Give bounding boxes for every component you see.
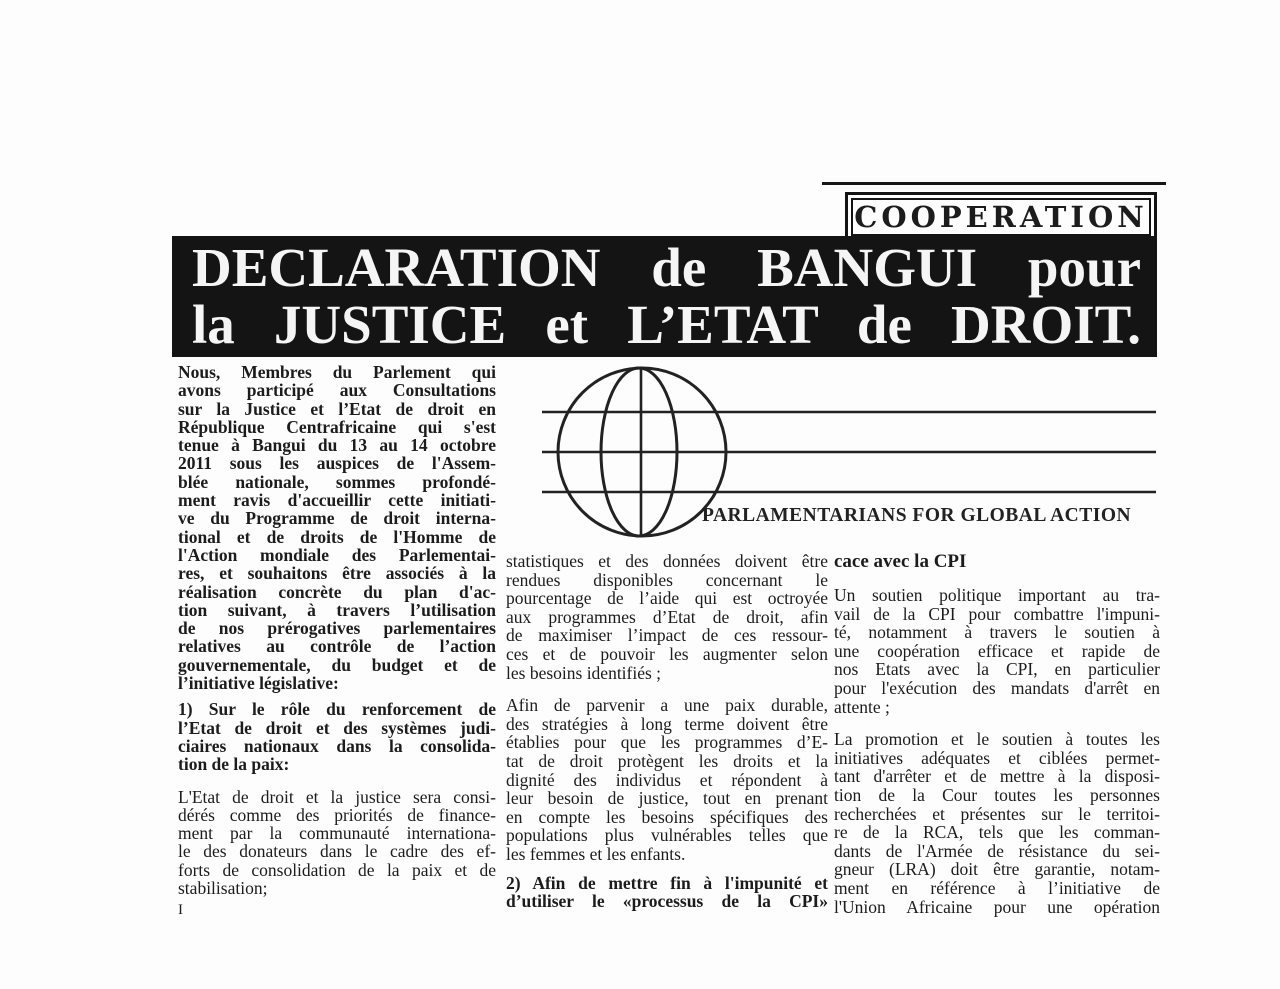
text-line: la JUSTICE et L’ETAT de DROIT. xyxy=(192,294,1141,355)
text-line: ve du Programme de droit interna- xyxy=(178,508,496,529)
text-line: forts de consolidation de la paix et de xyxy=(178,859,496,880)
text-line: tenue à Bangui du 13 au 14 octobre xyxy=(178,435,496,456)
text-line: aux programmes d’Etat de droit, afin xyxy=(506,606,828,627)
text-line: vail de la CPI pour combattre l'impuni- xyxy=(834,603,1160,624)
text-line: Un soutien politique important au tra- xyxy=(834,585,1160,605)
text-line: tion de la Cour toutes les personnes xyxy=(834,784,1160,805)
kicker-badge xyxy=(845,192,1157,242)
text-line: dants de l'Armée de résistance du sei- xyxy=(834,840,1160,861)
text-line: ment par la communauté internationa- xyxy=(178,823,496,844)
text-line: relatives au contrôle de l’action xyxy=(178,636,496,657)
kicker-label: COOPERATION xyxy=(851,198,1151,236)
right-paragraph-2 xyxy=(834,730,1160,916)
text-line: des stratégies à long terme doivent être xyxy=(506,713,828,734)
section-1-heading xyxy=(178,700,496,773)
text-line: les femmes et les enfants. xyxy=(506,843,686,864)
text-line: 1) Sur le rôle du renforcement de xyxy=(178,699,496,720)
section-2-heading xyxy=(506,874,828,911)
text-line: 2) Afin de mettre fin à l'impunité et xyxy=(506,872,828,893)
text-line: en compte les besoins spécifiques des xyxy=(506,806,828,827)
text-line: La promotion et le soutien à toutes les xyxy=(834,729,1160,750)
text-line: de nos prérogatives parlementaires xyxy=(178,618,496,639)
left-column xyxy=(178,363,496,918)
pga-globe-logo xyxy=(540,364,1158,544)
intro-paragraph xyxy=(178,363,496,692)
text-line: ment en référence à l’initiative de xyxy=(834,877,1160,898)
text-line: tion suivant, à travers l’utilisation xyxy=(178,599,496,620)
text-line: tion de la paix: xyxy=(178,754,290,775)
text-line: réalisation concrète du plan d'ac- xyxy=(178,581,496,602)
middle-paragraph-2 xyxy=(506,696,828,863)
text-line: té, notamment à travers le soutien à xyxy=(834,622,1160,643)
article-title-banner xyxy=(172,236,1157,357)
text-line: République Centrafricaine qui s'est xyxy=(178,416,496,437)
middle-column xyxy=(506,552,828,911)
text-line: gouvernementale, du budget et de xyxy=(178,654,496,675)
text-line: dérés comme des priorités de finance- xyxy=(178,804,496,825)
text-line: stabilisation; xyxy=(178,878,268,899)
text-line: pour l'exécution des mandats d'arrêt en xyxy=(834,677,1160,698)
right-heading-fragment: cace avec la CPI xyxy=(834,551,967,572)
text-line: ciaires nationaux dans la consolida- xyxy=(178,735,496,756)
logo-caption: PARLAMENTARIANS FOR GLOBAL ACTION xyxy=(702,505,1132,526)
text-line: établies pour que les programmes d’E- xyxy=(506,732,828,753)
truncated-line-fragment: I xyxy=(178,902,183,919)
kicker-top-rule xyxy=(822,182,1166,185)
text-line: L'Etat de droit et la justice sera consi- xyxy=(178,786,496,807)
text-line: une coopération efficace et rapide de xyxy=(834,640,1160,661)
text-line: l'Union Africaine pour une opération xyxy=(834,896,1160,917)
text-line: gneur (LRA) doit être garantie, notam- xyxy=(834,859,1160,880)
text-line: tional et de droits de l'Homme de xyxy=(178,526,496,547)
text-line: attente ; xyxy=(834,696,890,717)
text-line: les besoins identifiés ; xyxy=(506,662,662,683)
text-line: rendues disponibles concernant le xyxy=(506,569,828,590)
text-line: dignité des individus et répondent à xyxy=(506,769,828,790)
middle-paragraph-1 xyxy=(506,552,828,682)
text-line: tant d'arrêter et de mettre à la disposi- xyxy=(834,766,1160,787)
right-column xyxy=(834,552,1160,916)
text-line: l'Action mondiale des Parlementai- xyxy=(178,544,496,565)
text-line: avons participé aux Consultations xyxy=(178,380,496,401)
text-line: Afin de parvenir a une paix durable, xyxy=(506,695,828,716)
text-line: re de la RCA, tels que les comman- xyxy=(834,822,1160,843)
text-line: de maximiser l’impact de ces ressour- xyxy=(506,625,828,646)
right-paragraph-1 xyxy=(834,586,1160,716)
text-line: DECLARATION de BANGUI pour xyxy=(192,237,1141,298)
text-line: initiatives adéquates et ciblées permet- xyxy=(834,747,1160,768)
text-line: l’Etat de droit et des systèmes judi- xyxy=(178,717,496,738)
text-line: d’utiliser le «processus de la CPI» xyxy=(506,891,828,912)
text-line: res, et souhaitons être associés à la xyxy=(178,563,496,584)
text-line: pourcentage de l’aide qui est octroyée xyxy=(506,588,828,609)
text-line: l’initiative législative: xyxy=(178,673,339,694)
text-line: statistiques et des données doivent être xyxy=(506,551,828,571)
text-line: ment ravis d'accueillir cette initiati- xyxy=(178,490,496,511)
text-line: sur la Justice et l’Etat de droit en xyxy=(178,398,496,419)
text-line: nos Etats avec la CPI, en particulier xyxy=(834,659,1160,680)
text-line: tat de droit protègent les droits et la xyxy=(506,750,828,771)
text-line: 2011 sous les auspices de l'Assem- xyxy=(178,453,496,474)
text-line: le des donateurs dans le cadre des ef- xyxy=(178,841,496,862)
text-line: leur besoin de justice, tout en prenant xyxy=(506,788,828,809)
left-paragraph xyxy=(178,788,496,898)
text-line: recherchées et présentes sur le territoi- xyxy=(834,803,1160,824)
text-line: ces et de pouvoir les augmenter selon xyxy=(506,643,828,664)
text-line: blée nationale, sommes profondé- xyxy=(178,471,496,492)
text-line: Nous, Membres du Parlement qui xyxy=(178,362,496,382)
text-line: populations plus vulnérables telles que xyxy=(506,825,828,846)
